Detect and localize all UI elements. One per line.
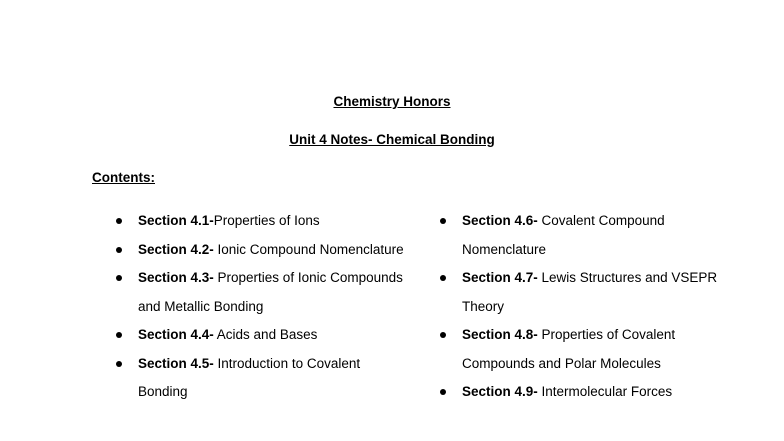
section-title: Properties of Ions <box>213 213 320 228</box>
section-number: Section 4.2- <box>138 241 214 257</box>
bullet-icon <box>116 332 122 338</box>
section-number: Section 4.4- <box>138 327 214 342</box>
bullet-icon <box>440 218 446 224</box>
contents-item <box>440 378 740 407</box>
section-number: Section 4.5- <box>138 355 214 371</box>
course-title: Chemistry Honors <box>333 94 451 109</box>
section-title: Lewis Structures and VSEPR Theory <box>462 270 718 314</box>
contents-list-left <box>116 207 406 407</box>
bullet-icon <box>440 389 446 395</box>
contents-item <box>440 207 740 264</box>
section-title: Covalent Compound Nomenclature <box>462 213 665 257</box>
bullet-icon <box>440 275 446 281</box>
contents-item <box>116 350 406 407</box>
unit-title: Unit 4 Notes- Chemical Bonding <box>289 132 495 147</box>
contents-item <box>116 236 406 265</box>
contents-item <box>440 264 740 321</box>
section-title: Properties of Covalent Compounds and Polar Molecules <box>462 327 676 371</box>
section-number: Section 4.8- <box>462 327 538 342</box>
section-number: Section 4.6- <box>462 213 538 228</box>
contents-item <box>440 321 740 378</box>
contents-item <box>116 207 406 236</box>
section-number: Section 4.7- <box>462 270 538 285</box>
section-title: Acids and Bases <box>213 327 318 342</box>
bullet-icon <box>440 332 446 338</box>
bullet-icon <box>116 218 122 224</box>
bullet-icon <box>116 247 122 253</box>
contents-item <box>116 264 406 321</box>
section-number: Section 4.1- <box>138 213 214 228</box>
contents-list-right <box>440 207 740 407</box>
section-title: Intermolecular Forces <box>537 384 673 399</box>
bullet-icon <box>116 361 122 367</box>
contents-heading: Contents: <box>92 170 155 185</box>
section-number: Section 4.9- <box>462 384 538 399</box>
contents-item <box>116 321 406 350</box>
section-title: Properties of Ionic Compounds and Metallic Bonding <box>138 270 403 314</box>
bullet-icon <box>116 275 122 281</box>
section-title: Ionic Compound Nomenclature <box>213 241 404 257</box>
section-title: Introduction to Covalent Bonding <box>138 355 361 399</box>
section-number: Section 4.3- <box>138 270 214 285</box>
